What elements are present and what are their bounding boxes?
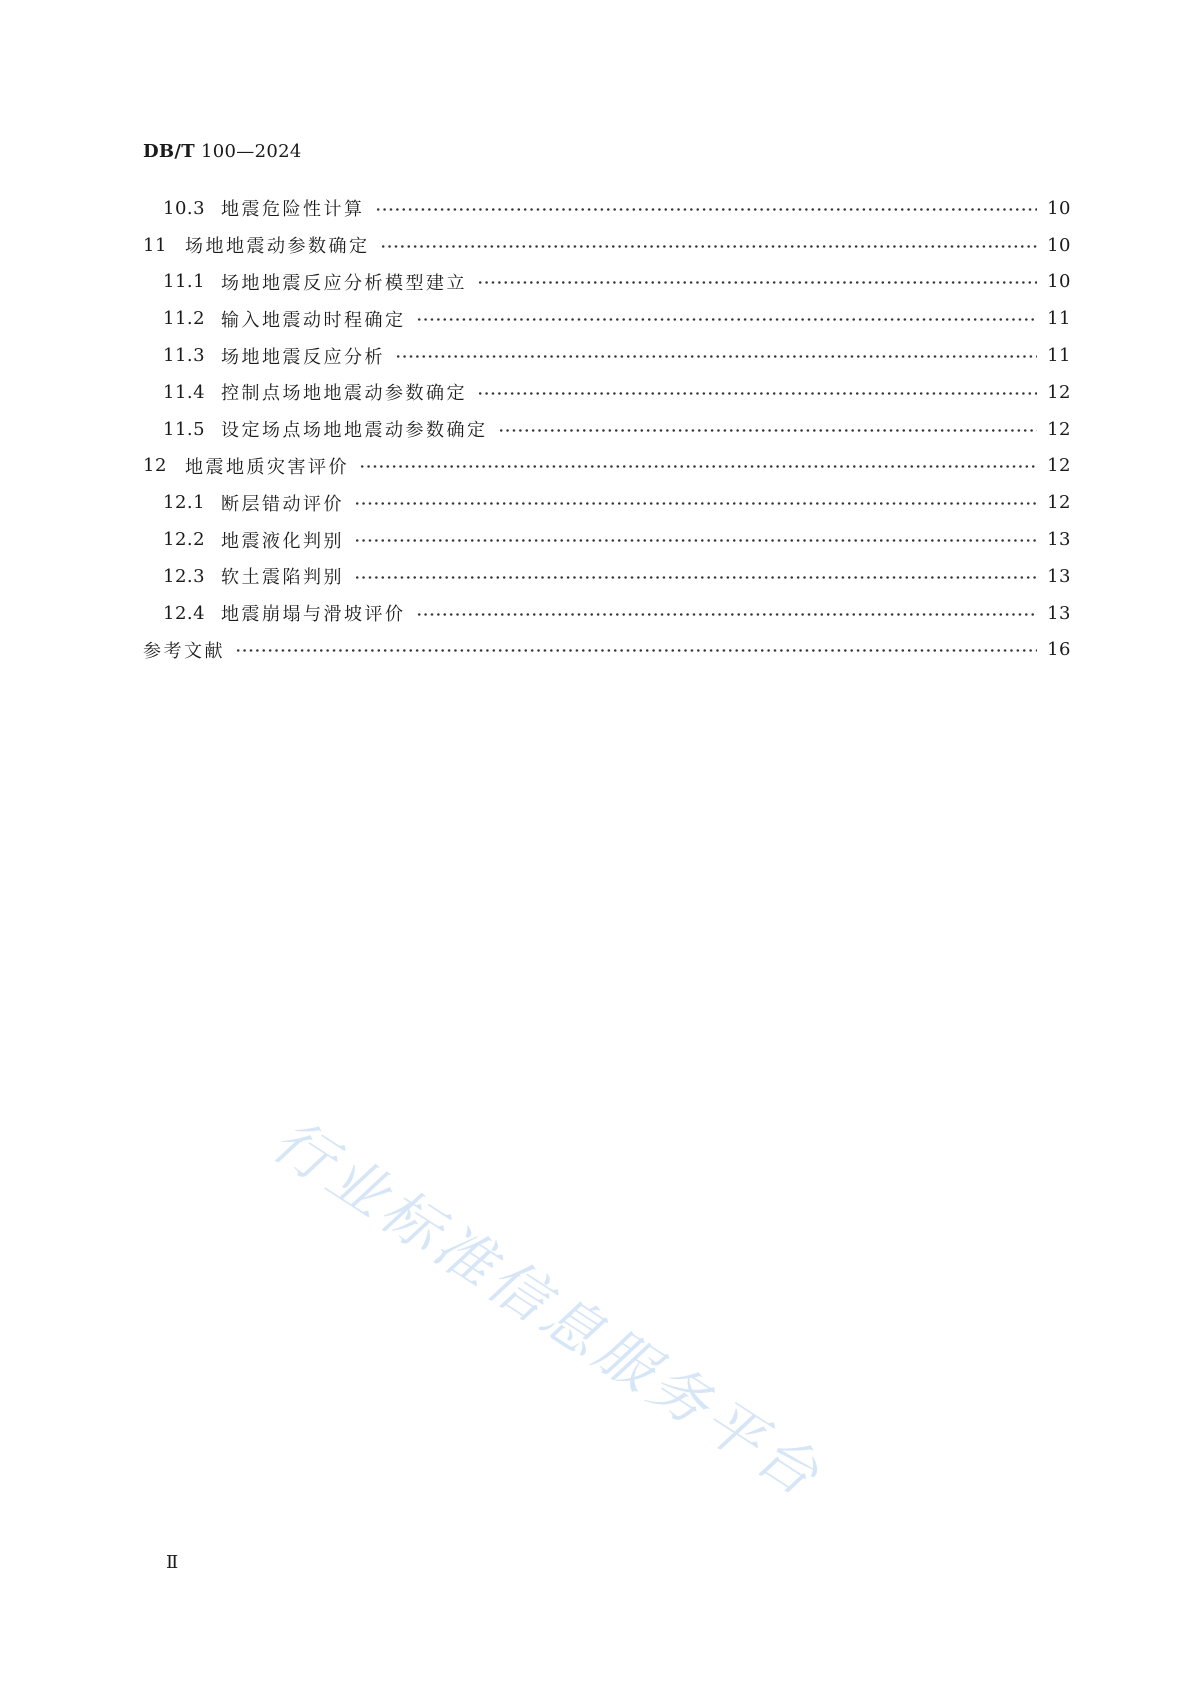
dot-leader xyxy=(354,502,1037,505)
toc-entry[interactable] xyxy=(143,411,1071,448)
toc-entry-page: 10 xyxy=(1047,271,1071,293)
toc-entry-title: 输入地震动时程确定 xyxy=(221,309,406,331)
toc-entry[interactable] xyxy=(143,227,1071,264)
toc-entry-page: 12 xyxy=(1047,418,1071,440)
toc-entry[interactable] xyxy=(143,632,1071,669)
toc-entry[interactable] xyxy=(143,595,1071,632)
toc-entry[interactable] xyxy=(143,374,1071,411)
toc-entry-number: 11.4 xyxy=(163,381,206,403)
toc-entry-page: 11 xyxy=(1047,345,1071,367)
dot-leader xyxy=(477,281,1037,284)
dot-leader xyxy=(498,429,1038,432)
toc-entry-title: 软土震陷判别 xyxy=(221,567,344,589)
toc-entry-number: 12.3 xyxy=(163,565,206,587)
toc-entry-page: 10 xyxy=(1047,197,1071,219)
toc-entry-page: 13 xyxy=(1047,602,1071,624)
toc-entry-number: 12 xyxy=(143,455,167,477)
toc-entry-number: 12.4 xyxy=(163,602,206,624)
toc-entry-page: 11 xyxy=(1047,308,1071,330)
toc-entry-number: 11.1 xyxy=(163,271,206,293)
dot-leader xyxy=(354,576,1037,579)
page-number: Ⅱ xyxy=(166,1552,179,1573)
toc-entry-title: 地震危险性计算 xyxy=(221,199,365,221)
toc-entry[interactable] xyxy=(143,190,1071,227)
toc-entry[interactable] xyxy=(143,300,1071,337)
dot-leader xyxy=(416,318,1038,321)
dot-leader xyxy=(235,649,1037,652)
toc-entry-page: 16 xyxy=(1047,639,1071,661)
toc-entry-title: 地震液化判别 xyxy=(221,530,344,552)
toc-entry-page: 12 xyxy=(1047,455,1071,477)
toc-entry-number: 11.2 xyxy=(163,308,206,330)
standard-number: 100—2024 xyxy=(201,141,302,162)
toc-entry[interactable] xyxy=(143,484,1071,521)
dot-leader xyxy=(395,355,1037,358)
toc-entry-title: 地震崩塌与滑坡评价 xyxy=(221,604,406,626)
toc-entry-page: 12 xyxy=(1047,381,1071,403)
watermark: 行业标准信息服务平台 xyxy=(260,1105,835,1512)
toc-entry-page: 13 xyxy=(1047,529,1071,551)
toc-entry-number: 11.3 xyxy=(163,345,206,367)
dot-leader xyxy=(375,208,1038,211)
toc-entry[interactable] xyxy=(143,448,1071,485)
toc-entry-title: 断层错动评价 xyxy=(221,493,344,515)
toc-entry-page: 10 xyxy=(1047,234,1071,256)
toc-entry[interactable] xyxy=(143,521,1071,558)
dot-leader xyxy=(380,245,1038,248)
toc-entry-number: 11 xyxy=(143,234,167,256)
toc-entry-title: 场地地震反应分析模型建立 xyxy=(221,272,467,294)
toc-entry-number: 10.3 xyxy=(163,197,206,219)
document-header xyxy=(143,141,302,162)
toc-entry-title: 场地地震动参数确定 xyxy=(185,236,370,258)
toc-entry-page: 12 xyxy=(1047,492,1071,514)
dot-leader xyxy=(359,465,1037,468)
toc-entry-number: 11.5 xyxy=(163,418,206,440)
toc-entry[interactable] xyxy=(143,337,1071,374)
toc-entry-page: 13 xyxy=(1047,565,1071,587)
standard-code: DB/T xyxy=(143,141,195,162)
toc-entry-number: 12.2 xyxy=(163,529,206,551)
toc-entry-title: 参考文献 xyxy=(143,640,225,662)
toc-entry[interactable] xyxy=(143,264,1071,301)
dot-leader xyxy=(354,539,1037,542)
toc-entry-number: 12.1 xyxy=(163,492,206,514)
toc-entry[interactable] xyxy=(143,558,1071,595)
toc-entry-title: 地震地质灾害评价 xyxy=(185,456,349,478)
dot-leader xyxy=(477,392,1037,395)
dot-leader xyxy=(416,613,1038,616)
toc-entry-title: 设定场点场地地震动参数确定 xyxy=(221,420,488,442)
toc-entry-title: 场地地震反应分析 xyxy=(221,346,385,368)
table-of-contents xyxy=(143,190,1071,668)
toc-entry-title: 控制点场地地震动参数确定 xyxy=(221,383,467,405)
